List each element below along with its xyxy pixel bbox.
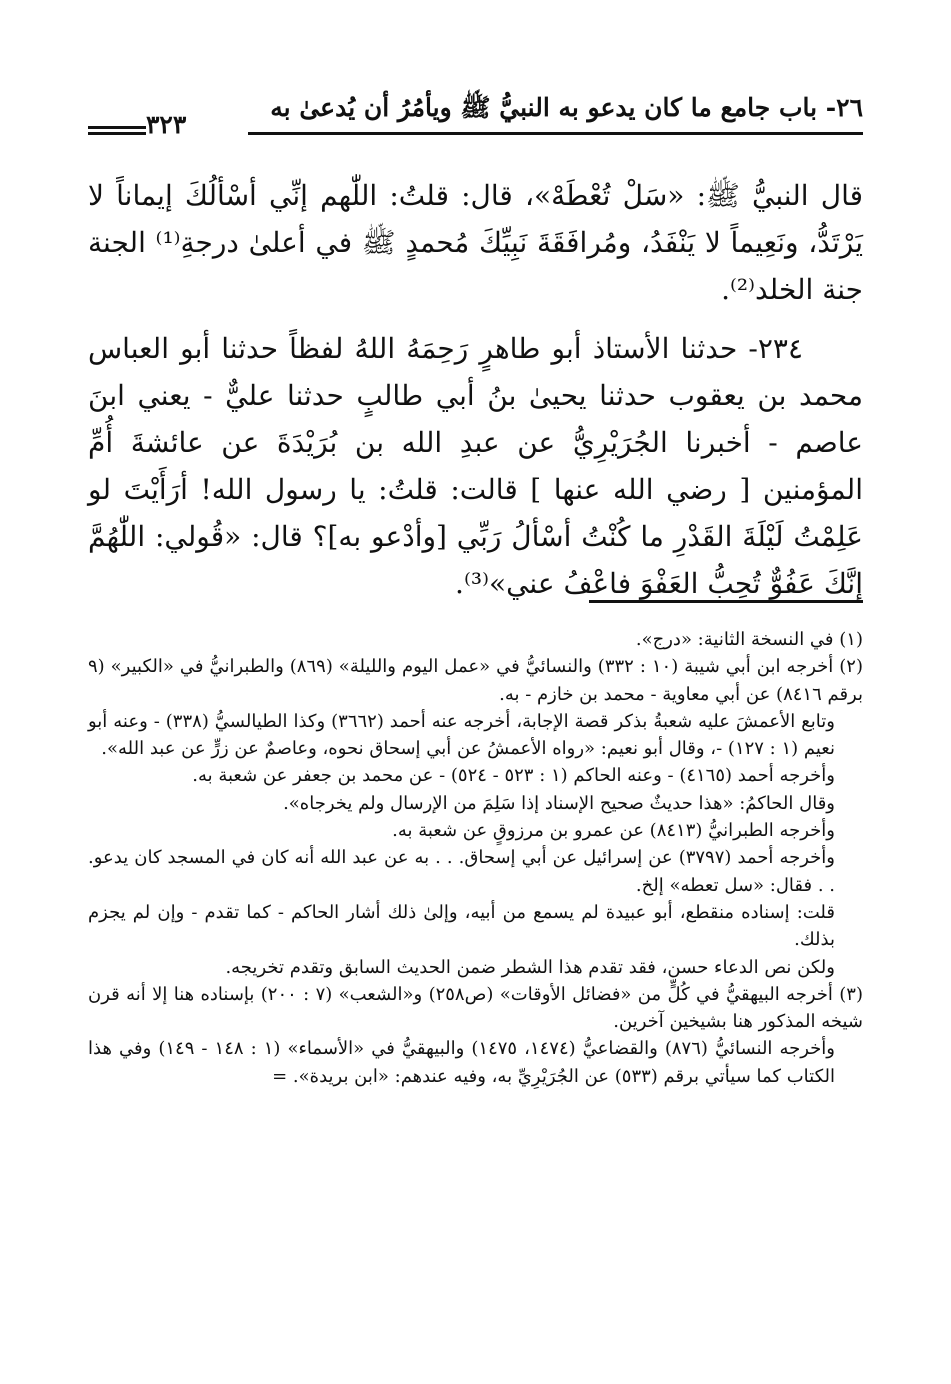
footnote-2-para: وأخرجه أحمد (٣٧٩٧) عن إسرائيل عن أبي إسحاق. . . به عن عبد الله أنه كان في المسجد كان يدعو. . . فقال: «سل تعطه» إلخ. <box>88 847 835 896</box>
footnote-3-para: وأخرجه النسائيُّ (٨٧٦) والقضاعيُّ (١٤٧٤، ١٤٧٥) والبيهقيُّ في «الأسماء» (١ : ١٤٨ - ١٤٩) وفي هذا الكتاب كما سيأتي برقم (٥٣٣) عن الجُرَيْرِيِّ به، وفيه عندهم: «ابن بريدة». = <box>88 1038 836 1087</box>
hadith-234: ٢٣٤- حدثنا الأستاذ أبو طاهرٍ رَحِمَهُ اللهُ لفظاً حدثنا أبو العباس محمد بن يعقوب حدثنا يحيىٰ بنُ أبي طالبٍ حدثنا عليٌّ - يعني ابنَ عاصم - أخبرنا الجُرَيْرِيُّ عن عبدِ الله بن بُرَيْدَةَ عن عائشةَ أُمِّ المؤمنين [ رضي الله عنها ] قالت: قلتُ: يا رسول الله! أرَأَيْتَ لو عَلِمْتُ لَيْلَةَ القَدْرِ ما كُنْتُ أسْألُ رَبِّي [وأدْعو به]؟ قال: «قُولي: اللّٰهُمَّ إنَّكَ عَفُوٌّ تُحِبُّ العَفْوَ فاعْفُ عني»⁽³⁾. <box>88 332 864 600</box>
hadith-continuation: قال النبيُّ ﷺ: «سَلْ تُعْطَهْ»، قال: قلتُ: اللّٰهم إنِّي أسْألُكَ إيماناً لا يَرْتَدُّ، ونَعِيماً لا يَنْفَدُ، ومُرافَقَةَ نَبِيِّكَ مُحمدٍ ﷺ في أعلىٰ درجةِ⁽¹⁾ الجنة جنة الخلد⁽²⁾. <box>88 179 863 306</box>
page-number: ٣٢٣ <box>146 110 187 139</box>
footnote-2-para: قلت: إسناده منقطع، أبو عبيدة لم يسمع من أبيه، وإلىٰ ذلك أشار الحاكم - كما تقدم - وإن لم يجزم بذلك. <box>88 901 835 951</box>
footnote-2-para: وأخرجه أحمد (٤١٦٥) - وعنه الحاكم (١ : ٥٢٣ - ٥٢٤) - عن محمد بن جعفر عن شعبة به. <box>192 765 835 787</box>
footnote-divider <box>589 600 863 603</box>
main-text <box>88 172 863 607</box>
footnote-1: (١) في النسخة الثانية: «درج». <box>635 629 863 650</box>
footnote-3: (٣) أخرجه البيهقيُّ في كُلٍّ من «فضائل الأوقات» (ص٢٥٨) و«الشعب» (٧ : ٢٠٠) بإسناده هنا إلا أنه قرن شيخه المذكور هنا بشيخين آخرين. <box>88 983 863 1033</box>
page-header <box>88 92 863 152</box>
footnote-2-para: وأخرجه الطبرانيُّ (٨٤١٣) عن عمرو بن مرزوقٍ عن شعبة به. <box>392 820 835 842</box>
footnote-2-para: ولكن نص الدعاء حسن، فقد تقدم هذا الشطر ضمن الحديث السابق وتقدم تخريجه. <box>225 956 835 978</box>
header-rule <box>248 132 863 135</box>
footnote-2-para: وتابع الأعمشَ عليه شعبةُ بذكر قصة الإجابة، أخرجه عنه أحمد (٣٦٦٢) وكذا الطيالسيُّ (٣٣٨) - وعنه أبو نعيم (١ : ١٢٧) -، وقال أبو نعيم: «رواه الأعمشُ عن أبي إسحاق نحوه، وعاصمٌ عن زرٍّ عن عبد الله». <box>88 710 835 760</box>
footnote-2: (٢) أخرجه ابن أبي شيبة (١٠ : ٣٣٢) والنسائيُّ في «عمل اليوم والليلة» (٨٦٩) والطبرانيُّ في «الكبير» (٩ برقم ٨٤١٦) عن أبي معاوية - محمد بن خازم - به. <box>88 656 863 705</box>
footnote-2-para: وقال الحاكمُ: «هذا حديثٌ صحيح الإسناد إذا سَلِمَ من الإرسال ولم يخرجاه». <box>283 792 835 814</box>
chapter-title: ٢٦- باب جامع ما كان يدعو به النبيُّ ﷺ ويأمُرُ أن يُدعىٰ به <box>270 93 863 122</box>
page-number-rule-bottom <box>88 132 146 135</box>
footnotes <box>88 626 863 1090</box>
page-number-rule-top <box>88 126 146 129</box>
